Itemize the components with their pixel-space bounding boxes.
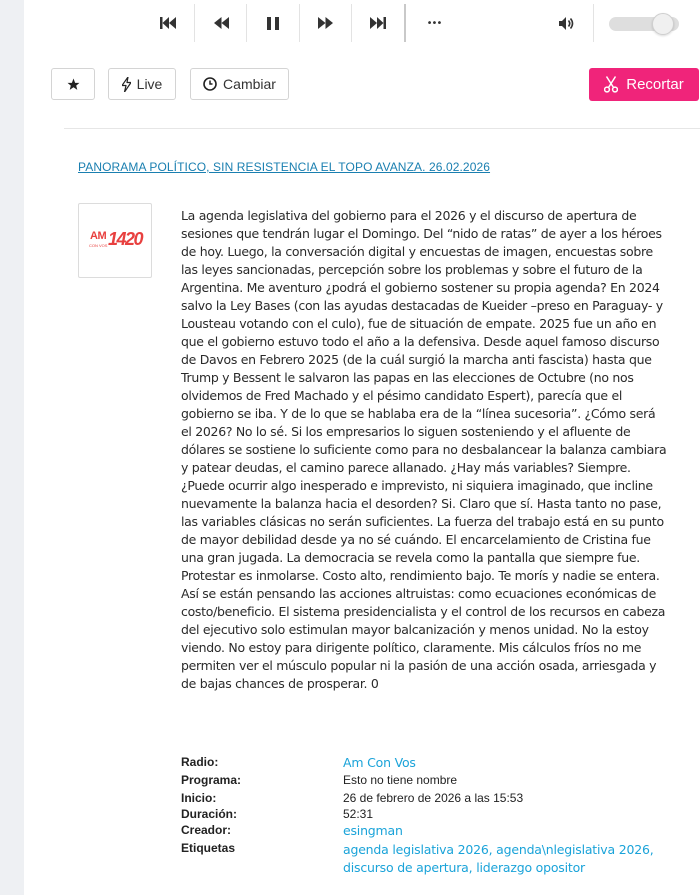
tag-separator: , — [488, 842, 497, 857]
programa-label: Programa: — [181, 773, 242, 787]
skip-forward-button[interactable] — [353, 6, 403, 40]
cambiar-label: Cambiar — [223, 76, 276, 92]
tag-link[interactable]: agenda\nlegislativa 2026 — [496, 842, 650, 857]
radio-logo — [78, 203, 152, 278]
live-button[interactable] — [108, 68, 176, 100]
skip-forward-icon — [370, 17, 386, 29]
skip-back-button[interactable] — [143, 6, 193, 40]
divider — [246, 4, 247, 42]
inicio-value: 26 de febrero de 2026 a las 15:53 — [343, 791, 524, 805]
audio-player — [24, 0, 700, 46]
fast-forward-button[interactable] — [300, 6, 350, 40]
lightning-icon — [122, 77, 131, 92]
creador-link[interactable]: esingman — [343, 823, 403, 838]
duracion-value: 52:31 — [343, 807, 374, 821]
cambiar-button[interactable] — [190, 68, 289, 100]
pause-button[interactable] — [248, 6, 298, 40]
live-label: Live — [136, 76, 163, 92]
scissors-icon — [604, 76, 618, 93]
pause-icon — [267, 17, 279, 30]
section-divider — [64, 128, 700, 129]
recortar-label: Recortar — [626, 76, 684, 93]
tag-link[interactable]: discurso de apertura — [343, 860, 469, 875]
inicio-label: Inicio: — [181, 791, 217, 805]
logo-con-vos-text: CON VOS — [89, 243, 108, 248]
star-icon — [67, 78, 80, 91]
clock-icon — [203, 77, 217, 91]
tag-link[interactable]: agenda legislativa 2026 — [343, 842, 489, 857]
rewind-icon — [214, 17, 229, 29]
more-icon: ••• — [426, 17, 442, 29]
divider — [351, 4, 352, 42]
logo-am-text: AM — [90, 230, 107, 242]
duracion-label: Duración: — [181, 807, 238, 821]
divider — [194, 4, 195, 42]
divider — [593, 4, 594, 42]
more-options-button[interactable] — [409, 6, 459, 40]
tag-separator: , — [649, 842, 654, 857]
volume-slider-handle[interactable] — [652, 13, 674, 35]
favorite-button[interactable] — [51, 68, 95, 100]
programa-value: Esto no tiene nombre — [343, 773, 458, 787]
recortar-button[interactable] — [589, 68, 699, 101]
fast-forward-icon — [318, 17, 333, 29]
volume-icon — [559, 17, 575, 30]
tag-link[interactable]: liderazgo opositor — [476, 860, 585, 875]
volume-button[interactable] — [542, 6, 592, 40]
tag-separator: , — [468, 860, 477, 875]
radio-link[interactable]: Am Con Vos — [343, 755, 416, 770]
rewind-button[interactable] — [196, 6, 246, 40]
program-title-link[interactable]: PANORAMA POLÍTICO, SIN RESISTENCIA EL TOPO AVANZA. 26.02.2026 — [78, 160, 491, 174]
tags-list — [343, 841, 663, 877]
divider — [404, 4, 406, 42]
etiquetas-label: Etiquetas — [181, 841, 236, 855]
logo-frequency-text: 1420 — [108, 229, 143, 249]
main-panel — [24, 0, 700, 895]
creador-label: Creador: — [181, 823, 232, 837]
skip-back-icon — [160, 17, 176, 29]
program-description: La agenda legislativa del gobierno para el 2026 y el discurso de apertura de sesiones que tendrán lugar el Domingo. Del “nido de ratas” de ayer a los héroes de hoy. Luego, la conversación digital y encuestas de imagen, encuestas sobre las leyes sancionadas, percepción sobre los problemas y sobre el futuro de la Argentina. Me aventuro ¿podrá el gobierno sostener su propia agenda? En 2024 salvo la Ley Bases (con las ayudas destacadas de Kueider –preso en Paraguay- y Lousteau votando con el culo), fue de situación de empate. 2025 fue un año en que el gobierno estuvo todo el año a la defensiva. Desde aquel famoso discurso de Davos en Febrero 2025 (de la cuál surgió la marcha anti fascista) hasta que Trump y Bessent le salvaron las papas en las elecciones de Octubre (no nos olvidemos de Fred Machado y el pésimo candidato Espert), parecía que el gobierno se iba. Y de lo que se hablaba era de la “línea sucesoria”. ¿Cómo será el 2026? No lo sé. Si los empresarios lo siguen sosteniendo y el afluente de dólares se sostiene lo suficiente como para no desbalancear la balanza cambiara y patear deudas, el camino parece allanado. ¿Hay más variables? Siempre. ¿Puede ocurrir algo inesperado e imprevisto, ni siquiera imaginado, que incline nuevamente la balanza hacia el desorden? Si. Claro que sí. Hasta tanto no pase, las variables clásicas no serán suficientes. La fuerza del trabajo está en su punto de mayor debilidad desde ya no sé cuándo. El encarcelamiento de Cristina fue una gran jugada. La democracia se revela como la pantalla que siempre fue. Protestar es inmolarse. Costo alto, rendimiento bajo. Te morís y nadie se entera. Así se están pensando las acciones altruistas: como ecuaciones económicas de costo/beneficio. El sistema presidencialista y el control de los recursos en cabeza del ejecutivo solo estimulan mayor balcanización y menos unidad. No la estoy viendo. No estoy para dirigente político, claramente. Mis cálculos fríos no me permiten ver el músculo popular ni la pasión de una acción osada, arriesgada y de bajas chances de prosperar. 0 — [181, 208, 667, 691]
radio-label: Radio: — [181, 755, 219, 769]
